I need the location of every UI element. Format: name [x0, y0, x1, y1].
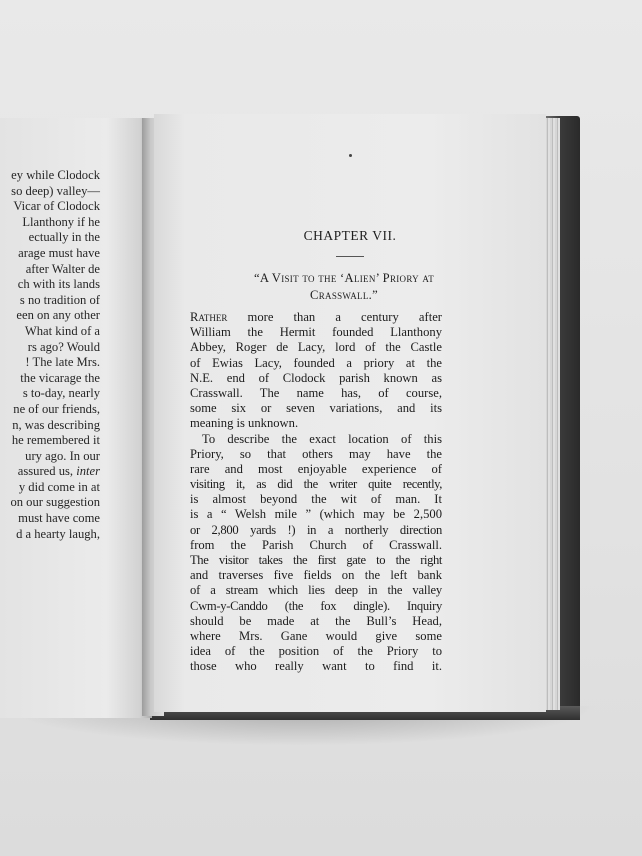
body-line: or 2,800 yards !) in a northerly direction — [190, 522, 442, 537]
body-line: is a “ Welsh mile ” (which may be 2,500 — [190, 507, 442, 522]
left-line: ectually in the — [28, 230, 100, 245]
left-line: rs ago? Would — [27, 339, 100, 354]
page-speck — [349, 154, 352, 157]
left-line: s no tradition of — [19, 292, 100, 307]
body-line: The visitor takes the first gate to the right — [190, 553, 442, 567]
body-line: some six or seven variations, and its — [190, 401, 442, 416]
left-line: must have come — [18, 511, 100, 526]
left-page — [0, 118, 152, 718]
body-line: Cwm-y-Canddo (the fox dingle). Inquiry — [190, 598, 442, 613]
left-line: ury ago. In our — [25, 448, 100, 463]
body-line: visiting it, as did the writer quite recently, — [190, 477, 442, 492]
left-line: d a hearty laugh, — [16, 526, 100, 541]
body-line: To describe the exact location of this — [202, 431, 442, 446]
body-line: and traverses five fields on the left bank — [190, 568, 442, 583]
body-line: is almost beyond the wit of man. It — [190, 492, 442, 507]
left-line: ne of our friends, — [13, 401, 100, 416]
left-line: ! The late Mrs. — [25, 355, 100, 370]
left-line: he remembered it — [11, 433, 100, 448]
left-line: y did come in at — [18, 479, 100, 494]
body-line: Priory, so that others may have the — [190, 446, 442, 461]
body-line: of a stream which lies deep in the valley — [190, 583, 442, 598]
right-page — [154, 114, 546, 712]
body-line: where Mrs. Gane would give some — [190, 628, 442, 643]
left-line: ey while Clodock — [11, 168, 100, 182]
left-line: arage must have — [18, 245, 100, 260]
left-line: What kind of a — [24, 323, 100, 338]
body-line: N.E. end of Clodock parish known as — [190, 370, 442, 385]
body-line: idea of the position of the Priory to — [190, 644, 442, 659]
left-line: Vicar of Clodock — [13, 199, 100, 214]
body-line: William the Hermit founded Llanthony — [190, 325, 442, 340]
body-line: of Ewias Lacy, founded a priory at the — [190, 355, 442, 370]
left-line: een on any other — [16, 308, 100, 323]
left-line: Llanthony if he — [22, 214, 100, 229]
left-line: assured us, inter — [17, 464, 100, 479]
body-line: Abbey, Roger de Lacy, lord of the Castle — [190, 340, 442, 355]
body-line: meaning is unknown. — [190, 416, 299, 431]
chapter-body — [190, 310, 442, 675]
left-line: on our suggestion — [10, 495, 100, 510]
subtitle-line: “A Visit to the ‘Alien’ Priory at — [253, 271, 435, 285]
left-line: the vicarage the — [20, 370, 100, 385]
body-line: Crasswall. The name has, of course, — [190, 385, 442, 400]
body-line: Rather more than a century after — [190, 310, 442, 324]
body-line: those who really want to find it. — [190, 659, 442, 674]
body-line: from the Parish Church of Crasswall. — [190, 537, 442, 552]
title-rule — [336, 256, 364, 257]
left-line: n, was describing — [12, 417, 100, 432]
body-line: should be made at the Bull’s Head, — [190, 613, 442, 628]
chapter-title: CHAPTER VII. — [303, 228, 397, 243]
subtitle-line: Crasswall.” — [310, 288, 378, 302]
body-line: rare and most enjoyable experience of — [190, 461, 442, 476]
left-line: after Walter de — [25, 261, 100, 276]
left-line: s to-day, nearly — [22, 386, 100, 401]
left-page-text — [0, 168, 100, 542]
chapter-subtitle — [184, 270, 504, 304]
left-line: so deep) valley— — [11, 183, 100, 198]
left-line: ch with its lands — [17, 277, 100, 292]
